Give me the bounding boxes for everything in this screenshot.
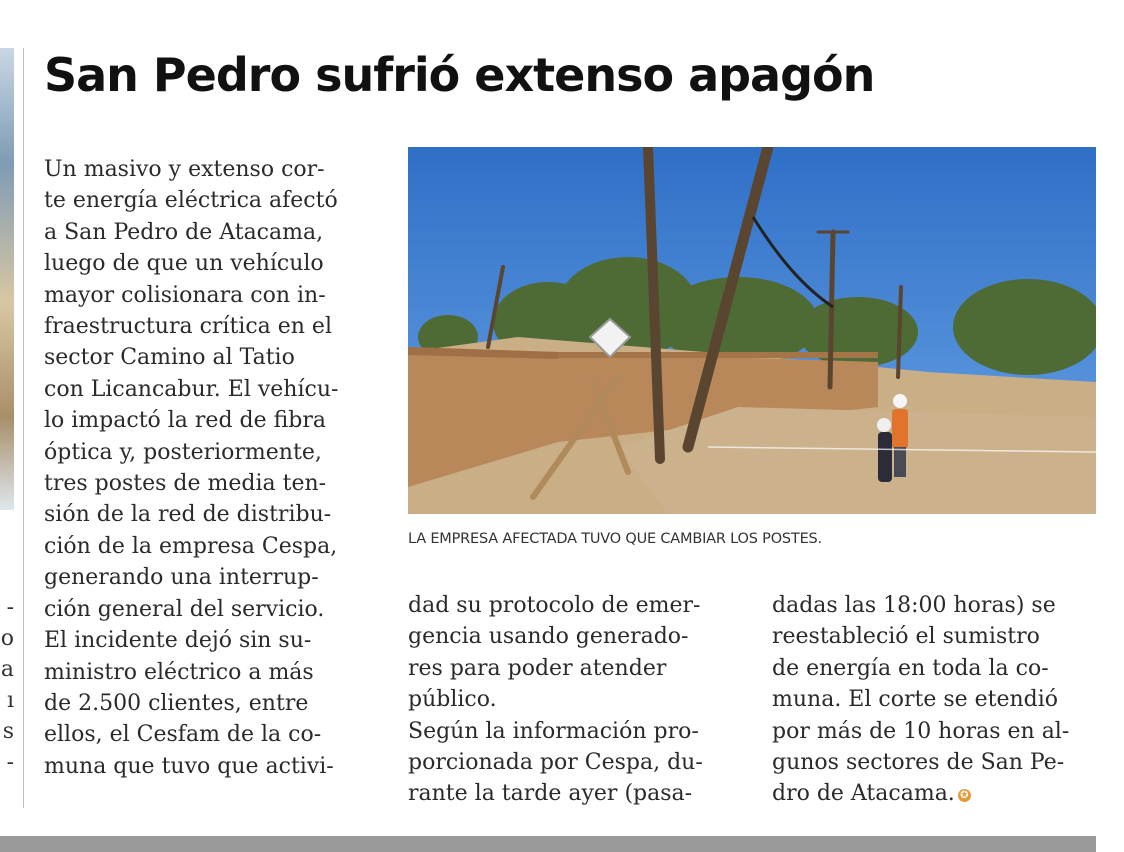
fragment-line: ı: [6, 688, 14, 713]
body-line: lo impactó la red de fibra: [44, 408, 327, 434]
page-footer-bar: [0, 836, 1096, 852]
article-column-2: [408, 590, 734, 810]
fragment-line: o: [0, 626, 14, 651]
end-of-article-icon: ✪: [958, 789, 971, 802]
body-line: fraestructura crítica en el: [44, 314, 332, 340]
body-line: ción de la empresa Cespa,: [44, 533, 338, 559]
article-column-3: [772, 590, 1096, 810]
photo-caption: LA EMPRESA AFECTADA TUVO QUE CAMBIAR LOS POSTES.: [408, 531, 822, 547]
body-line: muna. El corte se etendió: [772, 687, 1059, 713]
body-line: El incidente dejó sin su-: [44, 628, 312, 654]
fragment-line: -: [6, 750, 14, 775]
body-line: sector Camino al Tatio: [44, 345, 295, 371]
body-line: con Licancabur. El vehícu-: [44, 376, 339, 402]
body-line: público.: [408, 687, 497, 713]
body-line: por más de 10 horas en al-: [772, 718, 1070, 744]
fragment-line: s: [2, 719, 14, 744]
column-divider: [23, 48, 24, 808]
body-line: muna que tuvo que activi-: [44, 753, 334, 779]
body-line: porcionada por Cespa, du-: [408, 750, 703, 776]
fragment-line: a: [0, 657, 14, 682]
body-line: te energía eléctrica afectó: [44, 188, 338, 214]
body-line: ellos, el Cesfam de la co-: [44, 722, 322, 748]
body-line: mayor colisionara con in-: [44, 282, 326, 308]
body-line: Un masivo y extenso cor-: [44, 157, 325, 182]
body-line: óptica y, posteriormente,: [44, 439, 322, 465]
body-line: dad su protocolo de emer-: [408, 593, 701, 618]
article-headline: San Pedro sufrió extenso apagón: [44, 48, 875, 102]
body-line: Según la información pro-: [408, 718, 699, 744]
body-line: sión de la red de distribu-: [44, 502, 332, 528]
body-line: gunos sectores de San Pe-: [772, 750, 1065, 776]
body-line: generando una interrup-: [44, 565, 319, 591]
article-photo-power-poles: [408, 147, 1096, 514]
body-line: dadas las 18:00 horas) se: [772, 593, 1056, 618]
adjacent-article-text-fragments: [0, 592, 14, 778]
body-line-final: [772, 778, 1096, 809]
adjacent-article-photo-edge: [0, 48, 14, 510]
body-line: de energía en toda la co-: [772, 655, 1049, 681]
body-line: tres postes de media ten-: [44, 471, 327, 497]
article-column-1: [44, 154, 370, 782]
final-text: dro de Atacama.: [772, 781, 955, 807]
fragment-line: -: [6, 595, 14, 620]
body-line: reestableció el sumistro: [772, 624, 1040, 650]
body-line: de 2.500 clientes, entre: [44, 690, 309, 716]
body-line: ministro eléctrico a más: [44, 659, 314, 685]
body-line: luego de que un vehículo: [44, 251, 324, 277]
body-line: res para poder atender: [408, 655, 667, 681]
body-line: ción general del servicio.: [44, 596, 325, 622]
body-line: gencia usando generado-: [408, 624, 689, 650]
body-line: rante la tarde ayer (pasa-: [408, 781, 693, 807]
body-line: a San Pedro de Atacama,: [44, 219, 324, 245]
